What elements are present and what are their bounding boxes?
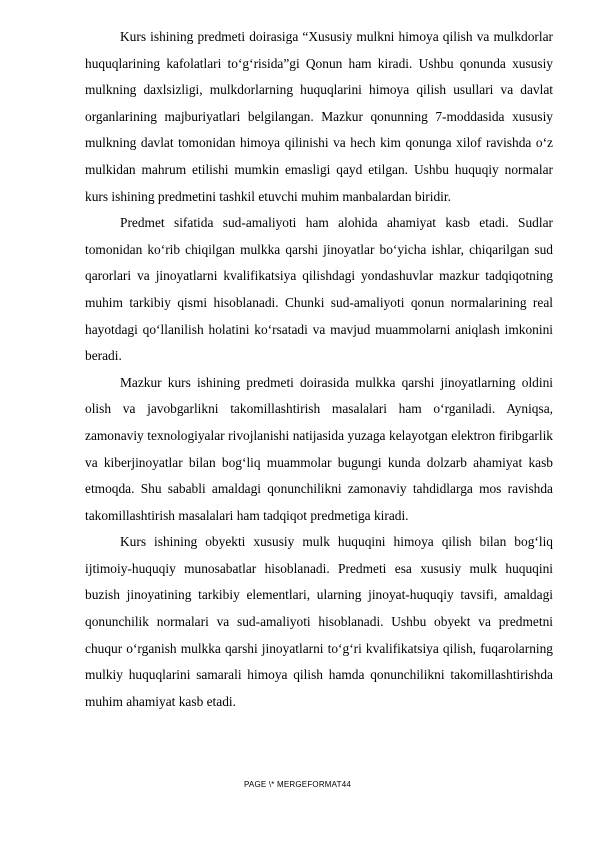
- paragraph-1: Kurs ishining predmeti doirasiga “Xususiy mulkni himoya qilish va mulkdorlar huquqlarining kafolatlari to‘g‘risida”gi Qonun ham kiradi. Ushbu qonunda xususiy mulkning daxlsizligi, mulkdorlarning huquqlarini himoya qilish usullari va davlat organlarining majburiyatlari belgilangan. Mazkur qonunning 7-moddasida xususiy mulkning davlat tomonidan himoya qilinishi va hech kim qonunga xilof ravishda o‘z mulkidan mahrum etilishi mumkin emasligi qayd etilgan. Ushbu huquqiy normalar kurs ishining predmetini tashkil etuvchi muhim manbalardan biridir.: [85, 29, 553, 204]
- paragraph-4: Kurs ishining obyekti xususiy mulk huquqini himoya qilish bilan bog‘liq ijtimoiy-huquqiy munosabatlar hisoblanadi. Predmeti esa xususiy mulk huquqini buzish jinoyatining tarkibiy elementlari, ularning jinoyat-huquqiy tavsifi, amaldagi qonunchilik normalari va sud-amaliyoti hisoblanadi. Ushbu obyekt va predmetni chuqur o‘rganish mulkka qarshi jinoyatlarni to‘g‘ri kvalifikatsiya qilish, fuqarolarning mulkiy huquqlarini samarali himoya qilish hamda qonunchilikni takomillashtirishda muhim ahamiyat kasb etadi.: [85, 534, 553, 709]
- page-footer: [0, 780, 595, 789]
- page-number-field: PAGE \* MERGEFORMAT44: [243, 780, 352, 789]
- document-body: [85, 24, 553, 715]
- paragraph-3: Mazkur kurs ishining predmeti doirasida mulkka qarshi jinoyatlarning oldini olish va javobgarlikni takomillashtirish masalalari ham o‘rganiladi. Ayniqsa, zamonaviy texnologiyalar rivojlanishi natijasida yuzaga kelayotgan elektron firibgarlik va kiberjinoyatlar bilan bog‘liq muammolar bugungi kunda dolzarb ahamiyat kasb etmoqda. Shu sababli amaldagi qonunchilikni zamonaviy tahdidlarga mos ravishda takomillashtirish masalalari ham tadqiqot predmetiga kiradi.: [85, 374, 553, 523]
- paragraph-2: Predmet sifatida sud-amaliyoti ham alohida ahamiyat kasb etadi. Sudlar tomonidan ko‘rib chiqilgan mulkka qarshi jinoyatlar bo‘yicha ishlar, chiqarilgan sud qarorlari va jinoyatlarni kvalifikatsiya qilishdagi yondashuvlar mazkur tadqiqotning muhim tarkibiy qismi hisoblanadi. Chunki sud-amaliyoti qonun normalarining real hayotdagi qo‘llanilish holatini ko‘rsatadi va mavjud muammolarni aniqlash imkonini beradi.: [85, 215, 553, 364]
